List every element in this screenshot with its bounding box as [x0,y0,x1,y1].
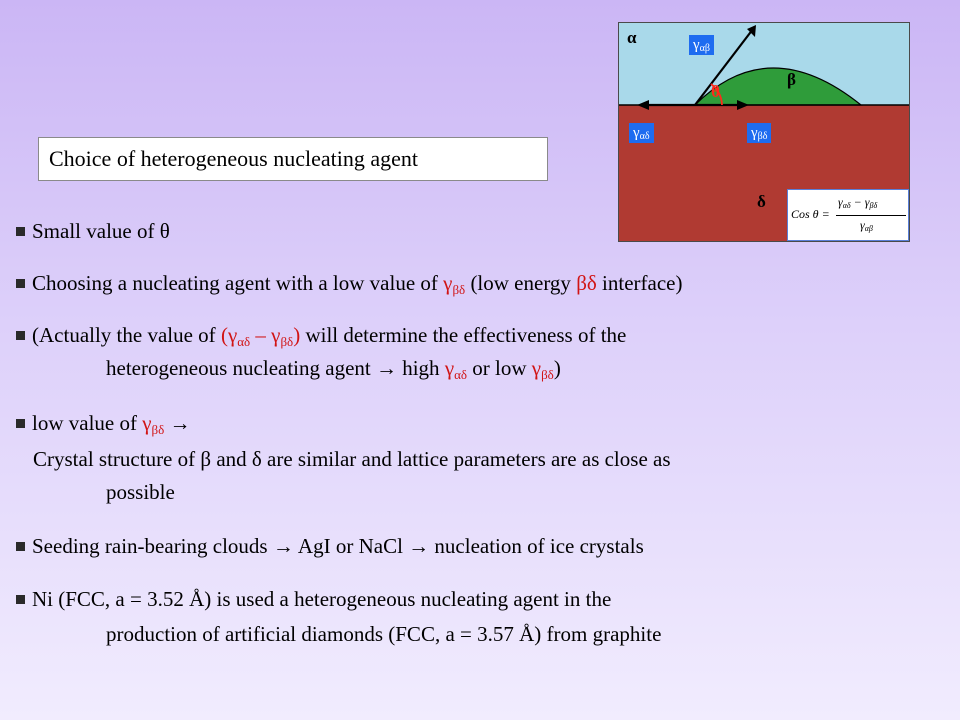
bullet-effectiveness-line2: heterogeneous nucleating agent → high $\gamma_{\alpha\delta}$ or low $\gamma_{\beta\delta}$) [106,356,561,382]
fraction-bar [836,215,906,216]
delta-label: δ [757,192,766,211]
bullet-low-gamma-bd: Choosing a nucleating agent with a low value of $\gamma_{\beta\delta}$ (low energy βδ interface) [16,269,682,298]
gamma-ab-box: $\gamma_{\alpha\beta}$ [689,35,714,55]
gamma-bd-box: $\gamma_{\beta\delta}$ [747,123,771,143]
theta-label: θ [711,82,720,101]
bullet-marker [16,279,25,288]
bullet-cloud-seeding: Seeding rain-bearing clouds → AgI or NaCl → nucleation of ice crystals [16,532,644,561]
formula-lhs: Cos θ = [791,207,830,221]
bullet-marker [16,595,25,604]
bullet-effectiveness: (Actually the value of $(\gamma_{\alpha\delta} - \gamma_{\beta\delta})$ will determine the effectiveness of the [16,321,626,350]
bullet-crystal-structure-line3: possible [106,480,175,504]
formula-denominator: $\gamma_{\alpha\beta}$ [860,218,873,233]
bullet-ni-diamond-line2: production of artificial diamonds (FCC, a = 3.57 Å) from graphite [106,622,662,646]
wetting-diagram [618,22,910,242]
cos-theta-formula [787,189,909,241]
bullet-marker [16,542,25,551]
bullet-crystal-structure: low value of $\gamma_{\beta\delta}$ → [16,409,191,438]
gamma-ad-box: $\gamma_{\alpha\delta}$ [629,123,654,143]
bullet-marker [16,227,25,236]
bullet-small-theta: Small value of θ [16,217,170,246]
alpha-label: α [627,28,637,47]
bullet-marker [16,331,25,340]
bullet-ni-diamond: Ni (FCC, a = 3.52 Å) is used a heterogeneous nucleating agent in the [16,585,611,614]
section-title-box [38,137,548,181]
beta-label: β [787,70,796,89]
formula-numerator: $\gamma_{\alpha\delta} - \gamma_{\beta\delta}$ [838,195,878,210]
section-title: Choice of heterogeneous nucleating agent [49,146,418,171]
bullet-crystal-structure-line2: Crystal structure of β and δ are similar and lattice parameters are as close as [33,447,671,471]
bullet-marker [16,419,25,428]
